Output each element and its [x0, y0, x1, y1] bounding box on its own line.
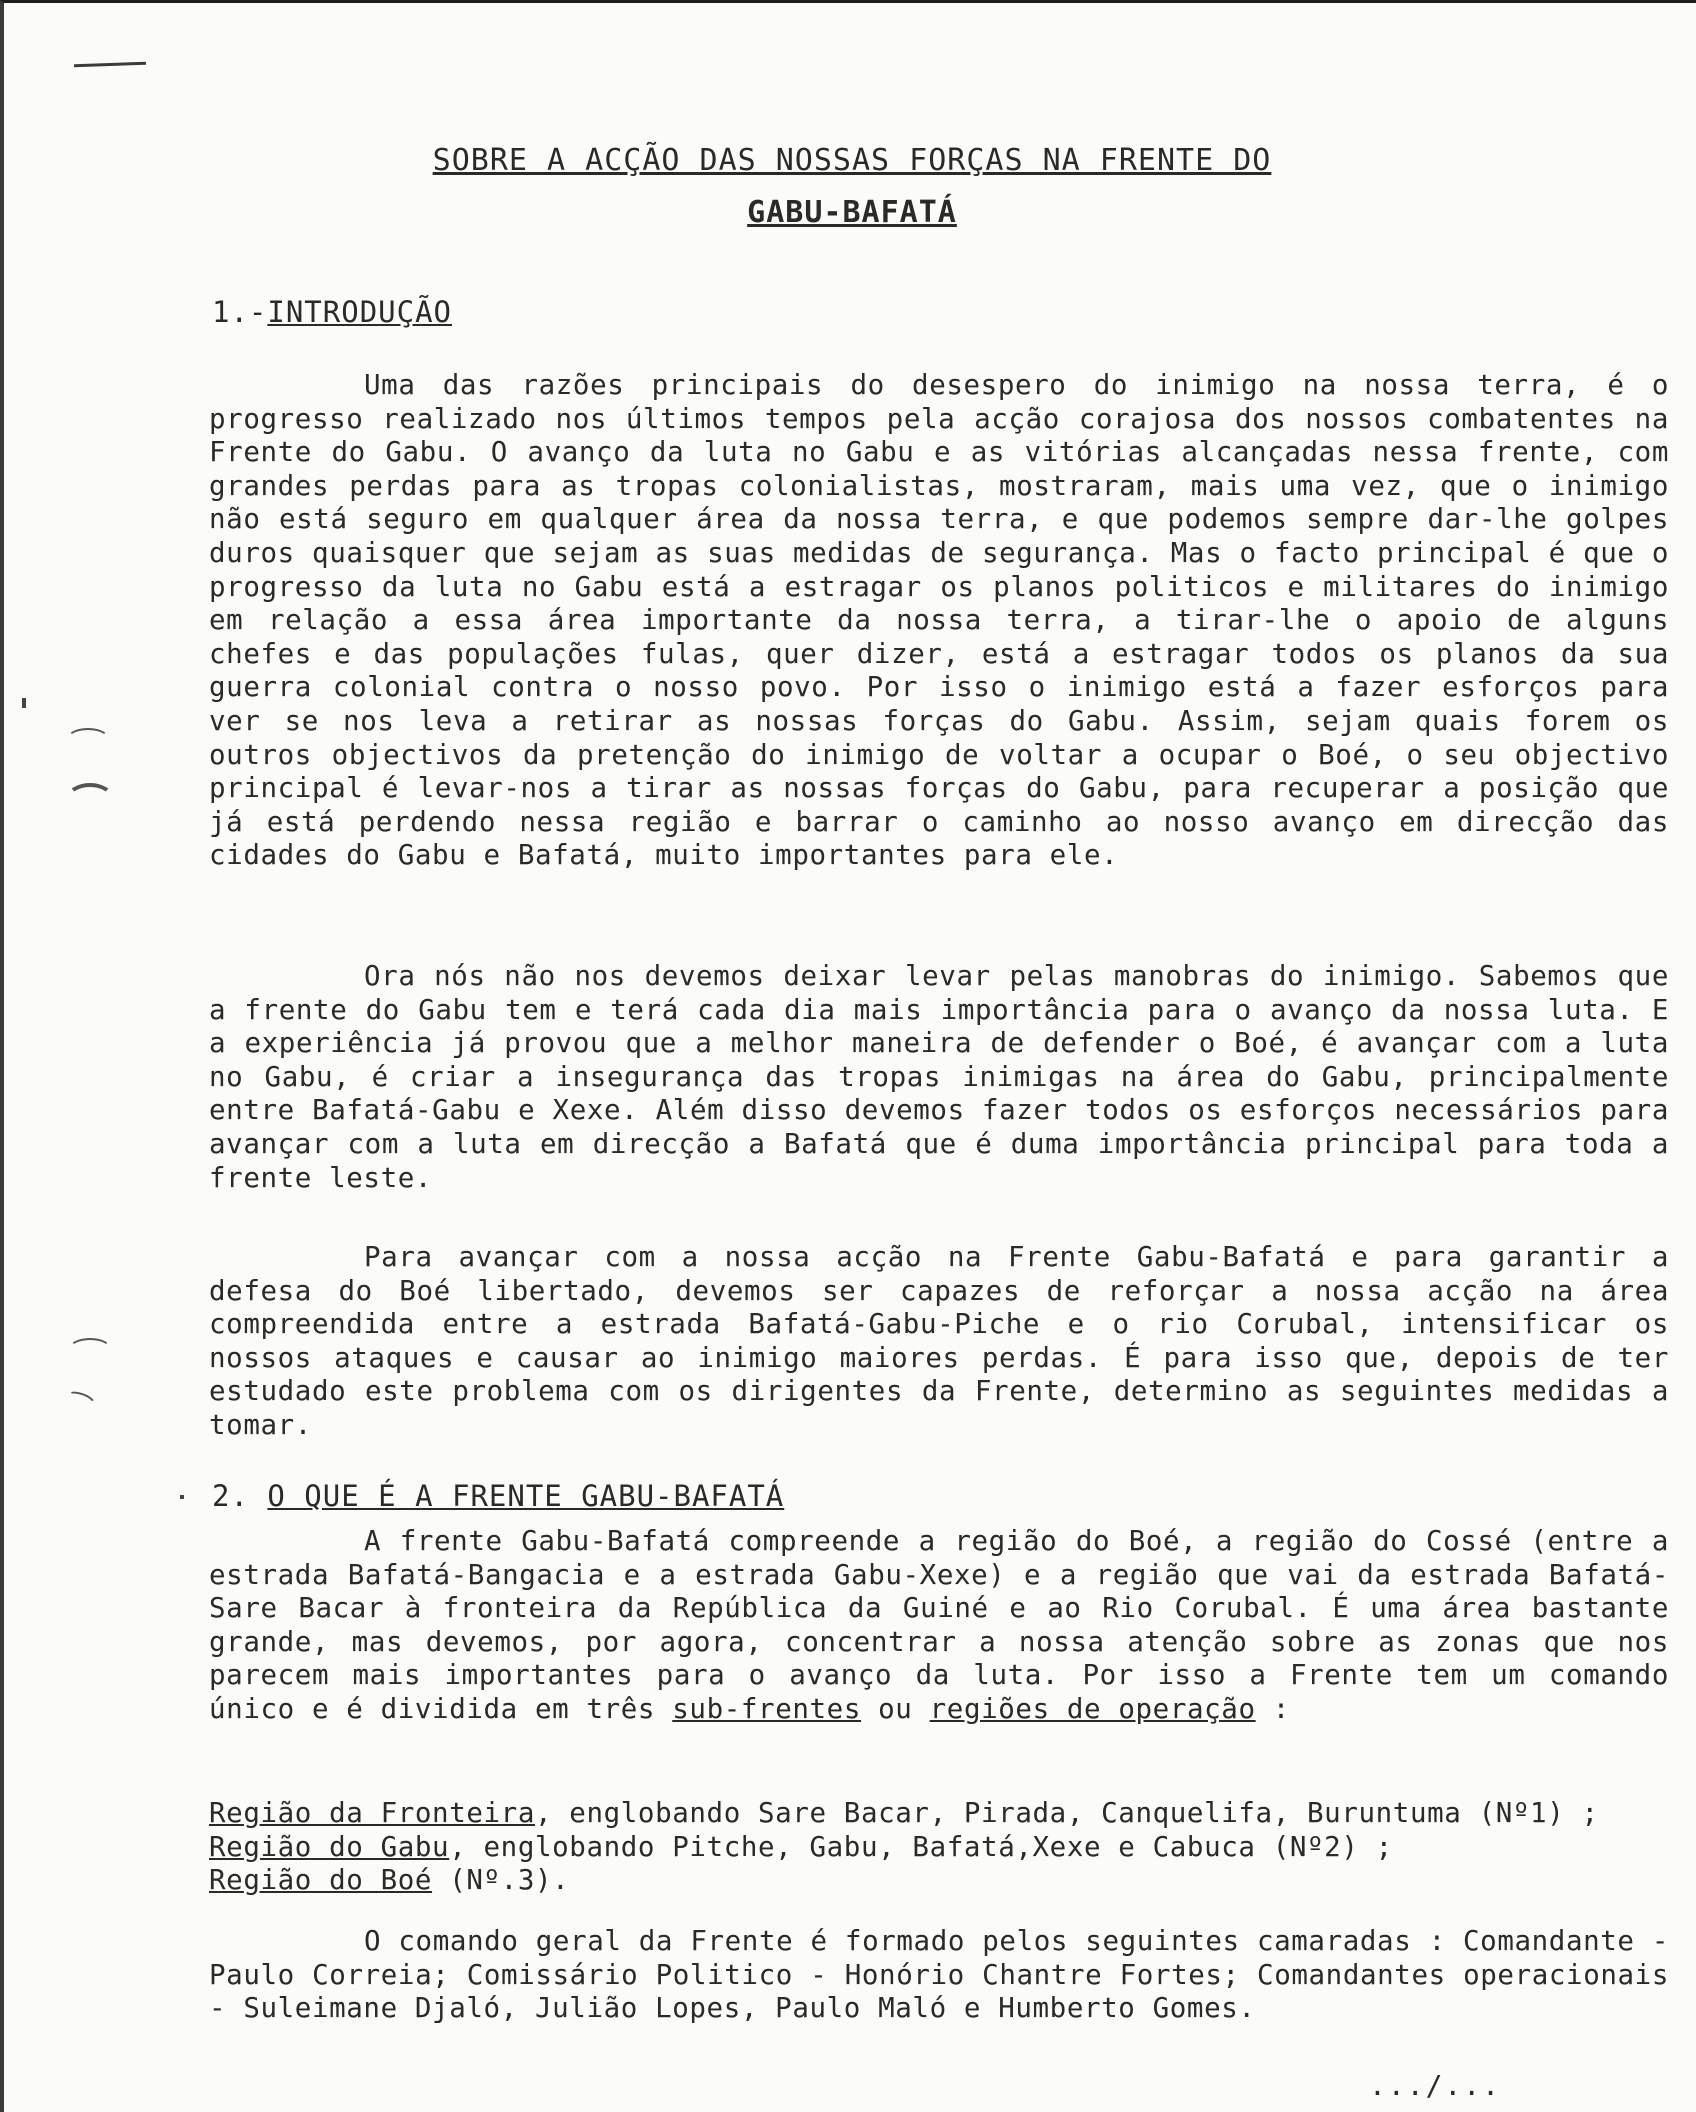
punch-hole-mark [66, 783, 114, 815]
term-subfrentes: sub-frentes [672, 1692, 861, 1725]
region-name: Região do Gabu [209, 1830, 450, 1863]
section-heading-frente [212, 1479, 784, 1513]
paragraph [209, 1525, 1669, 1727]
list-item [209, 1831, 1669, 1865]
margin-mark [180, 1495, 184, 1499]
list-item [209, 1797, 1669, 1831]
punch-hole-mark [66, 728, 110, 752]
list-item [209, 1864, 1669, 1898]
paragraph: Ora nós não nos devemos deixar levar pelas manobras do inimigo. Sabemos que a frente do Gabu tem e terá cada dia mais importância para o avanço da nossa luta. E a experiência já provou que a melhor maneira de defender o Boé, é avançar com a luta no Gabu, é criar a insegurança das tropas inimigas na área do Gabu, principalmente entre Bafatá-Gabu e Xexe. Além disso devemos fazer todos os esforços necessários para avançar com a luta em direcção a Bafatá que é duma importância principal para toda a frente leste. [209, 960, 1669, 1194]
section-title: INTRODUÇÃO [267, 295, 452, 329]
continuation-mark: .../... [1369, 2069, 1502, 2102]
document-subtitle: GABU-BAFATÁ [747, 195, 957, 230]
margin-mark [74, 62, 146, 68]
punch-hole-mark [68, 1338, 112, 1362]
colon-text: : [1255, 1692, 1290, 1725]
paragraph: O comando geral da Frente é formado pelos seguintes camaradas : Comandante - Paulo Correia; Comissário Politico - Honório Chantre Fortes; Comandantes operacionais - Suleimane Djaló, Julião Lopes, Paulo Maló e Humberto Gomes. [209, 1925, 1669, 2025]
punch-hole-mark [65, 1388, 98, 1411]
section-heading-introducao [212, 295, 452, 329]
region-name: Região da Fronteira [209, 1797, 535, 1829]
section-number: 2. [212, 1479, 249, 1513]
connector-text: ou [860, 1692, 930, 1725]
section-title: O QUE É A FRENTE GABU-BAFATÁ [267, 1479, 785, 1513]
section-number: 1.- [212, 295, 268, 329]
region-detail: , englobando Sare Bacar, Pirada, Canquelifa, Buruntuma (Nº1) ; [534, 1797, 1599, 1829]
paragraph: Para avançar com a nossa acção na Frente Gabu-Bafatá e para garantir a defesa do Boé libertado, devemos ser capazes de reforçar a nossa acção na área compreendida entre a estrada Bafatá-Gabu-Piche e o rio Corubal, intensificar os nossos ataques e causar ao inimigo maiores perdas. É para isso que, depois de ter estudado este problema com os dirigentes da Frente, determino as seguintes medidas a tomar. [209, 1241, 1669, 1441]
region-detail: (Nº.3). [432, 1864, 570, 1897]
document-title: SOBRE A ACÇÃO DAS NOSSAS FORÇAS NA FRENTE DO [432, 143, 1272, 178]
term-regioes: regiões de operação [929, 1692, 1256, 1725]
paragraph-text: A frente Gabu-Bafatá compreende a região do Boé, a região do Cossé (entre a estrada Bafatá-Bangacia e a estrada Gabu-Xexe) e a região que vai da estrada Bafatá-Sare Bacar à fronteira da República da Guiné e ao Rio Corubal. É uma área bastante grande, mas devemos, por agora, concentrar a nossa atenção sobre as zonas que nos parecem mais importantes para o avanço da luta. Por isso a Frente tem um comando único e é dividida em três [209, 1525, 1669, 1725]
region-name: Região do Boé [209, 1864, 433, 1897]
region-detail: , englobando Pitche, Gabu, Bafatá,Xexe e Cabuca (Nº2) ; [449, 1830, 1393, 1863]
paragraph: Uma das razões principais do desespero do inimigo na nossa terra, é o progresso realizado nos últimos tempos pela acção corajosa dos nossos combatentes na Frente do Gabu. O avanço da luta no Gabu e as vitórias alcançadas nessa frente, com grandes perdas para as tropas colonialistas, mostraram, mais uma vez, que o inimigo não está seguro em qualquer área da nossa terra, e que podemos sempre dar-lhe golpes duros quaisquer que sejam as suas medidas de segurança. Mas o facto principal é que o progresso da luta no Gabu está a estragar os planos politicos e militares do inimigo em relação a essa área importante da nossa terra, a tirar-lhe o apoio de alguns chefes e das populações fulas, quer dizer, está a estragar todos os planos da sua guerra colonial contra o nosso povo. Por isso o inimigo está a fazer esforços para ver se nos leva a retirar as nossas forças do Gabu. Assim, sejam quais forem os outros objectivos da pretenção do inimigo de voltar a ocupar o Boé, o seu objectivo principal é levar-nos a tirar as nossas forças do Gabu, para recuperar a posição que já está perdendo nessa região e barrar o caminho ao nosso avanço em direcção das cidades do Gabu e Bafatá, muito importantes para ele. [209, 369, 1669, 872]
margin-mark [22, 698, 26, 708]
regions-list [209, 1797, 1669, 1898]
